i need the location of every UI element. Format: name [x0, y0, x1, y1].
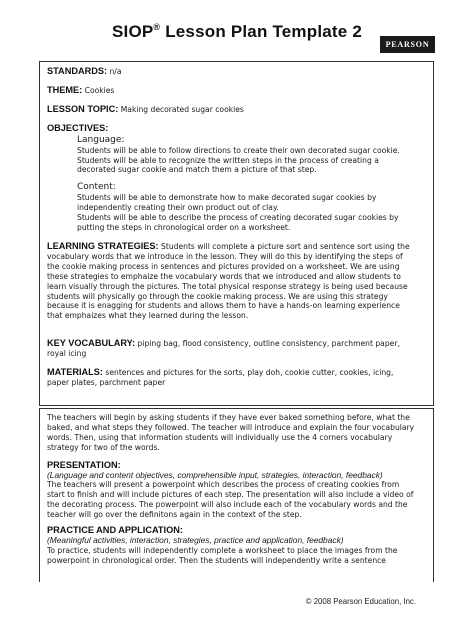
- presentation-subtitle: (Language and content objectives, comprehensible input, strategies, interaction, feedback): [47, 469, 383, 480]
- vocabulary-line: royal icing: [47, 349, 87, 359]
- lesson-procedure-box: [39, 408, 434, 582]
- presentation-line: the decorating process. The powerpoint will also include each of the vocabulary words and the: [47, 500, 408, 510]
- topic-row: [47, 105, 426, 115]
- strategies-line: these strategies to emphaize the vocabulary words that we introduced and allow students to: [47, 271, 401, 281]
- pearson-logo: PEARSON: [380, 36, 435, 53]
- presentation-label: PRESENTATION:: [47, 459, 121, 470]
- copyright-footer: © 2008 Pearson Education, Inc.: [305, 597, 416, 606]
- vocabulary-label: KEY VOCABULARY:: [47, 338, 136, 349]
- standards-label: STANDARDS:: [47, 66, 108, 76]
- topic-label: LESSON TOPIC:: [47, 103, 119, 114]
- page-title: SIOP® Lesson Plan Template 2: [111, 22, 363, 41]
- strategies-line: that emphaizes what they learned during the lesson.: [47, 311, 249, 321]
- strategies-row: [47, 242, 426, 252]
- presentation-line: The teachers will present a powerpoint which describes the process of creating cookies from: [47, 480, 400, 490]
- strategies-line: vocabulary words that we introduce in the lesson. They will do this by identifying the steps of: [47, 251, 403, 261]
- practice-line: powerpoint in chronological order. Then the students will independently write a sentence: [47, 555, 386, 565]
- presentation-line: start to finish and will include pictures of each step. The presentation will also include a video of: [47, 490, 414, 500]
- language-label: Language:: [77, 134, 125, 145]
- vocabulary-text: piping bag, flood consistency, outline consistency, parchment paper,: [135, 339, 400, 349]
- theme-row: [47, 86, 426, 96]
- intro-line: words. Then, using that information students will individually use the 4 corners vocabulary: [47, 432, 393, 442]
- materials-text: sentences and pictures for the sorts, play doh, cookie cutter, cookies, icing,: [102, 368, 394, 378]
- practice-line: To practice, students will independently complete a worksheet to place the images from the: [47, 545, 398, 555]
- intro-line: The teachers will begin by asking students if they have ever baked something before, what the: [47, 413, 410, 422]
- strategies-label: LEARNING STRATEGIES:: [47, 240, 159, 251]
- materials-row: [47, 368, 426, 378]
- vocabulary-row: [47, 339, 426, 349]
- topic-value: Making decorated sugar cookies: [120, 104, 244, 114]
- strategies-line: the cookie making process in sentences and pictures provided on a worksheet. We are using: [47, 261, 400, 271]
- theme-label: THEME:: [47, 84, 83, 95]
- strategies-text: Students will complete a picture sort and sentence sort using the: [158, 241, 410, 251]
- practice-subtitle: (Meaningful activities, interaction, strategies, practice and application, feedback): [47, 534, 344, 545]
- strategies-line: learn visually through the pictures. The total physical response strategy is being used because: [47, 281, 408, 291]
- content-label: Content:: [77, 182, 116, 193]
- language-line: Students will be able to follow directions to create their own decorated sugar cookie.: [77, 145, 400, 155]
- content-line: Students will be able to demonstrate how to make decorated sugar cookies by: [77, 193, 377, 203]
- standards-row: [47, 67, 426, 77]
- intro-line: baked, and what steps they followed. The teacher will introduce and explain the four vocabulary: [47, 422, 415, 432]
- theme-value: Cookies: [84, 85, 115, 95]
- language-line: decorated sugar cookie and match them a picture of that step.: [77, 165, 317, 175]
- language-line: Students will be able to recognize the written steps in the process of creating a: [77, 155, 379, 165]
- content-line: putting the steps in chronological order on a worksheet.: [77, 223, 291, 233]
- materials-label: MATERIALS:: [47, 367, 103, 378]
- practice-label: PRACTICE AND APPLICATION:: [47, 525, 183, 536]
- materials-line: paper plates, parchment paper: [47, 377, 166, 387]
- objectives-label: OBJECTIVES:: [47, 122, 109, 133]
- intro-line: strategy for two of the words.: [47, 442, 160, 452]
- strategies-line: because it is enagging for students and allows them to have a hands-on learning experience: [47, 301, 400, 311]
- content-line: independently creating their own product out of clay.: [77, 203, 279, 213]
- presentation-line: teacher will go over the definitons again in the context of the step.: [47, 510, 302, 520]
- content-line: Students will be able to describe the process of creating decorated sugar cookies by: [77, 213, 399, 223]
- strategies-line: students will physically go through the cookie making process. We are using this strategy: [47, 291, 388, 301]
- lesson-overview-box: [39, 61, 434, 406]
- standards-value: n/a: [109, 67, 122, 76]
